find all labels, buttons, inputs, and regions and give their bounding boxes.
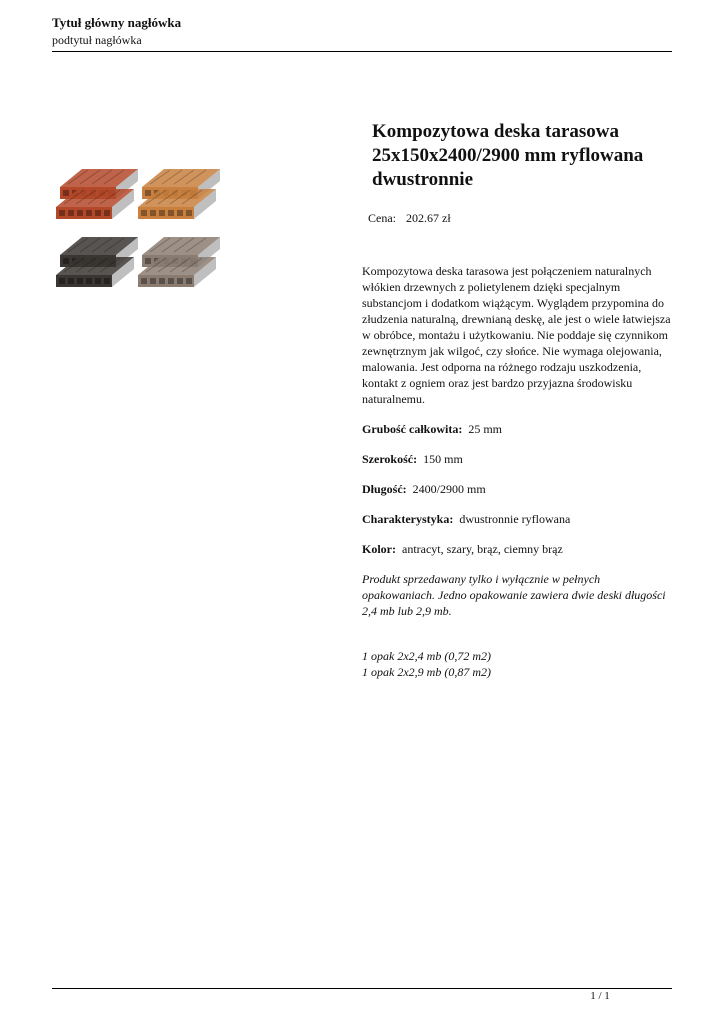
- price-label: Cena:: [368, 211, 396, 225]
- board-red: [56, 169, 138, 219]
- package-option: 1 opak 2x2,9 mb (0,87 m2): [362, 665, 491, 679]
- board-anthracite: [56, 237, 138, 287]
- package-options: [362, 648, 674, 680]
- board-grey: [138, 237, 220, 287]
- spec-characteristics: Charakterystyka: dwustronnie ryflowana: [362, 512, 571, 526]
- product-price: [362, 211, 674, 226]
- header-title: Tytuł główny nagłówka: [52, 15, 182, 30]
- product-title: Kompozytowa deska tarasowa 25x150x2400/2900 mm ryflowana dwustronnie: [372, 121, 644, 190]
- spec-width: Szerokość: 150 mm: [362, 452, 463, 466]
- spec-color: Kolor: antracyt, szary, brąz, ciemny brąz: [362, 542, 563, 556]
- packaging-note: Produkt sprzedawany tylko i wyłącznie w pełnych opakowaniach. Jedno opakowanie zawiera dwie deski długości 2,4 mb lub 2,9 mb.: [362, 572, 666, 618]
- header-subtitle: podtytuł nagłówka: [52, 33, 142, 47]
- spec-length: Długość: 2400/2900 mm: [362, 482, 486, 496]
- price-value: 202.67 zł: [406, 211, 451, 225]
- header-divider: [52, 51, 672, 52]
- product-description: Kompozytowa deska tarasowa jest połączeniem naturalnych włókien drzewnych z polietylenem dzięki specjalnym substancjom i dodatkom wiążącym. Wyglądem przypomina do złudzenia naturalną, drewnianą deskę, ale jest o wiele łatwiejsza w obróbce, montażu i użytkowaniu. Nie poddaje się czynnikom zewnętrznym jak wilgoć, czy słońce. Nie wymaga olejowania, malowania. Jest odporna na różnego rodzaju uszkodzenia, kontakt z ogniem oraz jest bardzo przyjazna środowisku naturalnemu.: [362, 264, 671, 406]
- product-image: [52, 165, 224, 303]
- footer-divider: [52, 988, 672, 989]
- package-option: 1 opak 2x2,4 mb (0,72 m2): [362, 649, 491, 663]
- product-content: [362, 120, 674, 680]
- page-number: 1 / 1: [590, 990, 610, 1002]
- board-orange: [138, 169, 220, 219]
- spec-thickness: Grubość całkowita: 25 mm: [362, 422, 503, 436]
- page-header: [52, 14, 672, 48]
